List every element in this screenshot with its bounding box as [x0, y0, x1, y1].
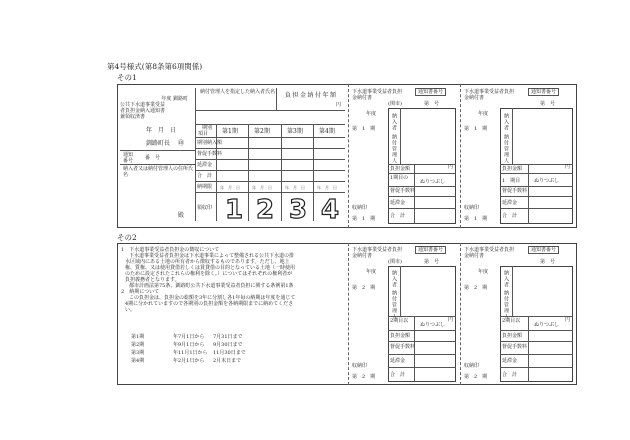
form-rule — [388, 196, 456, 197]
form-rule — [500, 316, 573, 317]
part2-notes-schedule-1-to: 9月30日まで — [213, 342, 243, 348]
part1-main-item-header: 項目 — [198, 131, 209, 137]
part2-stub2-receipt: 収納印 — [464, 363, 480, 369]
part2-stub1-yen: 円 — [448, 317, 454, 323]
part2-stub1-nurutsubushi: ぬりつぶし — [420, 322, 446, 328]
part1-main-date-placeholder: 年 月 日 — [317, 185, 337, 190]
form-rule — [388, 367, 456, 368]
part2-stub1-title-1: 金納付書 — [352, 253, 373, 259]
part2-stub2-rows-2: 督促手数料 — [502, 344, 528, 350]
form-rule — [388, 341, 456, 342]
form-rule — [400, 266, 401, 316]
form-title: 第4号様式(第8条第6項関係) — [107, 62, 203, 71]
part1-stub1-manager-vertical: 納付管理人 — [391, 134, 397, 164]
form-rule — [500, 196, 573, 197]
part2-stub1-rows-4: 合 計 — [390, 372, 406, 378]
part1-main-left-title-1: 公共下水道事業受益 — [120, 102, 166, 108]
form-rule — [528, 316, 529, 382]
notice-no-box: 通知書番号 — [415, 88, 446, 96]
part1-stub1-rows-0: 負担金額 — [390, 166, 411, 172]
form-rule — [500, 208, 573, 209]
form-rule — [131, 350, 246, 358]
part2-notes-n1-mark: 1 — [121, 247, 125, 253]
payer-address-label: 納入者又は納付管理人の住所氏名 — [123, 166, 194, 178]
form-rule — [500, 367, 573, 368]
part2-stub2-yen: 円 — [565, 317, 571, 323]
part1-stub1-yen: 円 — [448, 164, 454, 170]
form-rule — [512, 266, 513, 316]
notice-no-label: 通知番号 — [123, 152, 134, 164]
part1-stub2-rows-4: 合 計 — [502, 213, 518, 219]
form-rule — [388, 316, 456, 317]
part2-notes-schedule-2-to: 11月30日まで — [213, 350, 246, 356]
yen: 円 — [336, 102, 342, 108]
notice-no-box: 通知書番号 — [528, 246, 559, 254]
part1-stub2-rows-1: 1 期目 — [502, 178, 521, 184]
stamp-numeral-4: 4 — [321, 195, 340, 225]
form-rule — [500, 173, 573, 174]
issue-date: 年 月 日 — [146, 127, 177, 134]
part1-stub1-rows-1: 1期目の — [390, 175, 409, 181]
part1-stub1-number: 第 号 — [424, 101, 440, 107]
form-rule — [500, 341, 573, 342]
part1-main-period-header: 期別 — [202, 125, 213, 131]
form-rule — [131, 334, 246, 342]
form-rule — [195, 159, 345, 160]
part1-stub2-period: 第 1 期 — [464, 216, 488, 222]
number-label: 番 号 — [145, 155, 161, 161]
part1-main-left-title-3: 兼領収済書 — [120, 114, 146, 120]
part1-stub2-rows-2: 督促手数料 — [502, 188, 528, 194]
part2-stub2-payer-vertical: 納入者 — [503, 270, 509, 288]
part1-stub1-title-0: 下水道事業受益者負担 — [352, 89, 403, 95]
part2-notes-schedule-2-period: 第3期 — [131, 350, 145, 356]
part2-notes-p1-3: のために設定されたこれらの権利を除く。）についてはそれぞれの権利者が — [125, 271, 293, 277]
part1-stub2-title-1: 金納付書 — [464, 95, 485, 101]
main-left-title — [120, 96, 188, 120]
part2-stub1-rows-3: 延滞金 — [390, 358, 406, 364]
designated-payer-label: 納付管理人を指定した納入者氏名 — [200, 89, 276, 95]
period-1-header: 第1期 — [222, 128, 238, 135]
part1-stub2-rows-3: 延滞金 — [502, 200, 518, 206]
part1-main-date-placeholder: 年 月 日 — [252, 185, 272, 190]
form-rule — [281, 124, 282, 221]
part2-notes-schedule-0-to: 7月31日まで — [213, 334, 243, 340]
part2-stub2-title-1: 金納付書 — [464, 253, 485, 259]
part1-stub1-year: 年度 — [366, 111, 377, 117]
sama: 殿 — [178, 212, 185, 219]
part2-stub2-title-0: 下水道事業受益者負担 — [464, 247, 515, 253]
form-rule — [195, 124, 345, 125]
part2-stub1-receipt: 収納印 — [352, 363, 368, 369]
form-rule — [388, 164, 456, 165]
part2-stub1-title-0: 下水道事業受益者負担 — [352, 247, 403, 253]
part1-main-rows-2: 延滞金 — [197, 162, 213, 168]
part1-stub2-year: 年度 — [478, 111, 489, 117]
part1-stub1-period: 第 1 期 — [352, 216, 376, 222]
stamp-numeral-2: 2 — [256, 195, 275, 225]
form-rule — [348, 243, 349, 385]
part1-stub2-nurutsubushi: ぬりつぶし — [534, 178, 560, 184]
form-rule — [388, 354, 456, 355]
part2-notes-schedule-2-from: 年11月1日から — [173, 350, 208, 356]
part1-stub1-payer-vertical: 納入者 — [391, 113, 397, 131]
part1-stub2-title-0: 下水道事業受益者負担 — [464, 89, 515, 95]
part2-notes-schedule-0-period: 第1期 — [131, 334, 145, 340]
form-rule — [195, 88, 196, 221]
part1-main-rows-4: 納期限 — [197, 184, 213, 190]
part2-notes-p1-2: 権、質権、又は使用貸借若しくは賃貸借の目的となっている土地（一時使用 — [125, 265, 296, 271]
part1-stub1-title-1: 金納付書 — [352, 95, 373, 101]
form-rule — [460, 243, 461, 385]
part2-stub2-period: 第 2 期 — [464, 374, 488, 380]
part2-stub1-number: 第 号 — [424, 259, 440, 265]
part2-stub2-rows-3: 延滞金 — [502, 358, 518, 364]
part2-notes-p2-head: 納期について — [129, 289, 160, 295]
part2-notes-schedule-3-period: 第4期 — [131, 358, 145, 364]
part2-notes-schedule-3-to: 2月末日まで — [213, 358, 242, 364]
part2-stub2-rows-4: 合 計 — [502, 372, 518, 378]
form-rule — [131, 358, 246, 366]
stamp-numeral-1: 1 — [225, 195, 244, 225]
form-rule — [195, 181, 345, 182]
schedule-list — [131, 334, 246, 366]
part2-notes-p2-0: この負担金は、負担金の総額を3年に分割し各1年毎の納期は年度を通じて — [129, 295, 296, 301]
form-rule — [414, 316, 415, 382]
form-rule — [195, 148, 345, 149]
period-4-header: 第4期 — [319, 128, 335, 135]
form-rule — [195, 110, 345, 111]
payment-notes — [121, 247, 295, 313]
part2-stub1-rows-2: 督促手数料 — [390, 344, 416, 350]
part1-main-left-title-2: 者負担金納入通知書 — [120, 108, 166, 114]
form-rule — [131, 342, 246, 350]
part1-stub1-municipality: (関市) — [388, 101, 402, 107]
part1-stub1-nurutsubushi: ぬりつぶし — [420, 179, 446, 185]
part2-notes-schedule-1-from: 年9月1日から — [173, 342, 205, 348]
part2-notes-p1-1: 水区域内にある土地の所有者から徴収するものであります。ただし、地上 — [125, 259, 290, 265]
part2-stub2-period: 第 2 期 — [464, 285, 488, 291]
form-rule — [195, 170, 345, 171]
part1-stub1-period: 第 1 期 — [352, 126, 376, 132]
part2-notes-schedule-3-from: 年2月1日から — [173, 358, 205, 364]
amount-label: 負担金納付年額 — [285, 92, 338, 99]
issuer: 釧路町長 — [146, 140, 171, 147]
part1-stub2-receipt: 収納印 — [464, 205, 480, 211]
form-rule — [512, 108, 513, 164]
part2-notes-p2-1: 4期に分かれていますので各期別の負担金額を各納期限までに納めてくださ — [125, 301, 294, 307]
perforation-line — [348, 84, 349, 228]
part1-main-rows-1: 督促手数料 — [197, 151, 223, 157]
form-rule — [528, 164, 529, 224]
part1-stub2-payer-vertical: 納入者 — [503, 113, 509, 131]
part2-stub1-period: 第 2 期 — [352, 374, 376, 380]
stamp-numeral-3: 3 — [289, 195, 308, 225]
part1-main-left-title-0: 年度 釧路町 — [161, 96, 188, 102]
part2-notes-p1-0: 下水道事業受益者負担金は下水道事業によって整備される公共下水道の排 — [129, 253, 295, 259]
notice-no-box: 通知書番号 — [528, 88, 559, 96]
part2-stub1-manager-vertical: 納付管理人 — [391, 290, 397, 320]
part2-stub1-year: 年度 — [366, 269, 377, 275]
part1-main-date-placeholder: 年 月 日 — [220, 185, 240, 190]
part2-stub1-municipality: (関市) — [388, 259, 402, 265]
part1-stub1-rows-3: 延滞金 — [390, 200, 406, 206]
part2-notes-n2-mark: 2 — [121, 289, 125, 295]
part2-notes-p1-5: 都市計画法第75条、釧路町公共下水道事業受益者負担に関する条例第1条 — [129, 283, 294, 289]
period-2-header: 第2期 — [254, 128, 270, 135]
form-rule — [400, 108, 401, 164]
part1-main-rows-5: 領収印 — [197, 205, 213, 211]
part1-stub2-manager-vertical: 納付管理人 — [503, 134, 509, 164]
part1-main-date-placeholder: 年 月 日 — [285, 185, 305, 190]
form-rule — [195, 137, 345, 138]
form-rule — [500, 164, 573, 165]
form-rule — [500, 354, 573, 355]
part2-stub2-rows-0: 2期目以 — [502, 318, 521, 324]
part2-stub1-payer-vertical: 納入者 — [391, 270, 397, 288]
part2-notes-p1-4: 負担義務者となります。 — [125, 277, 180, 283]
part2-stub2-number: 第 号 — [540, 259, 556, 265]
form-rule — [120, 164, 195, 165]
part2-stub2-manager-vertical: 納付管理人 — [503, 290, 509, 320]
part2-notes-schedule-0-from: 年7月1日から — [173, 334, 205, 340]
part1-label: その1 — [117, 73, 137, 82]
part1-stub2-yen: 円 — [565, 164, 571, 170]
part1-stub2-rows-0: 負担金額 — [502, 166, 523, 172]
part1-stub1-rows-2: 督促手数料 — [390, 188, 416, 194]
part1-stub2-number: 第 号 — [540, 101, 556, 107]
form-rule — [216, 124, 217, 221]
form-rule — [313, 124, 314, 221]
form-rule — [388, 186, 456, 187]
part1-main-rows-3: 合 計 — [197, 173, 213, 179]
form-rule — [388, 330, 456, 331]
part2-stub1-rows-0: 2期目以 — [390, 318, 409, 324]
form-rule — [120, 150, 195, 151]
perforation-line — [460, 84, 461, 228]
form-rule — [500, 330, 573, 331]
part2-notes-schedule-1-period: 第2期 — [131, 342, 145, 348]
part1-main-rows-0: 期別納入額 — [197, 140, 223, 146]
period-3-header: 第3期 — [287, 128, 303, 135]
part2-stub1-period: 第 2 期 — [352, 285, 376, 291]
part2-notes-heading: 下水道事業受益者負担金の徴収について — [129, 247, 220, 253]
part2-label: その2 — [117, 233, 137, 242]
part1-stub2-period: 第 1 期 — [464, 126, 488, 132]
part2-stub2-nurutsubushi: ぬりつぶし — [534, 322, 560, 328]
part1-stub1-receipt: 収納印 — [352, 205, 368, 211]
form-rule — [248, 124, 249, 221]
part2-notes-p2-2: い。 — [125, 307, 136, 313]
part1-stub1-rows-4: 合 計 — [390, 213, 406, 219]
form-rule — [195, 192, 345, 193]
form-rule — [388, 208, 456, 209]
part2-stub2-rows-1: 負担金額 — [502, 333, 523, 339]
seal-mark: ㊞ — [178, 140, 185, 147]
notice-no-box: 通知書番号 — [415, 246, 446, 254]
part2-stub1-rows-1: 負担金額 — [390, 333, 411, 339]
part2-stub2-year: 年度 — [478, 269, 489, 275]
form-rule — [500, 186, 573, 187]
form-rule — [276, 88, 277, 110]
form-rule — [414, 164, 415, 224]
form-rule — [388, 173, 456, 174]
